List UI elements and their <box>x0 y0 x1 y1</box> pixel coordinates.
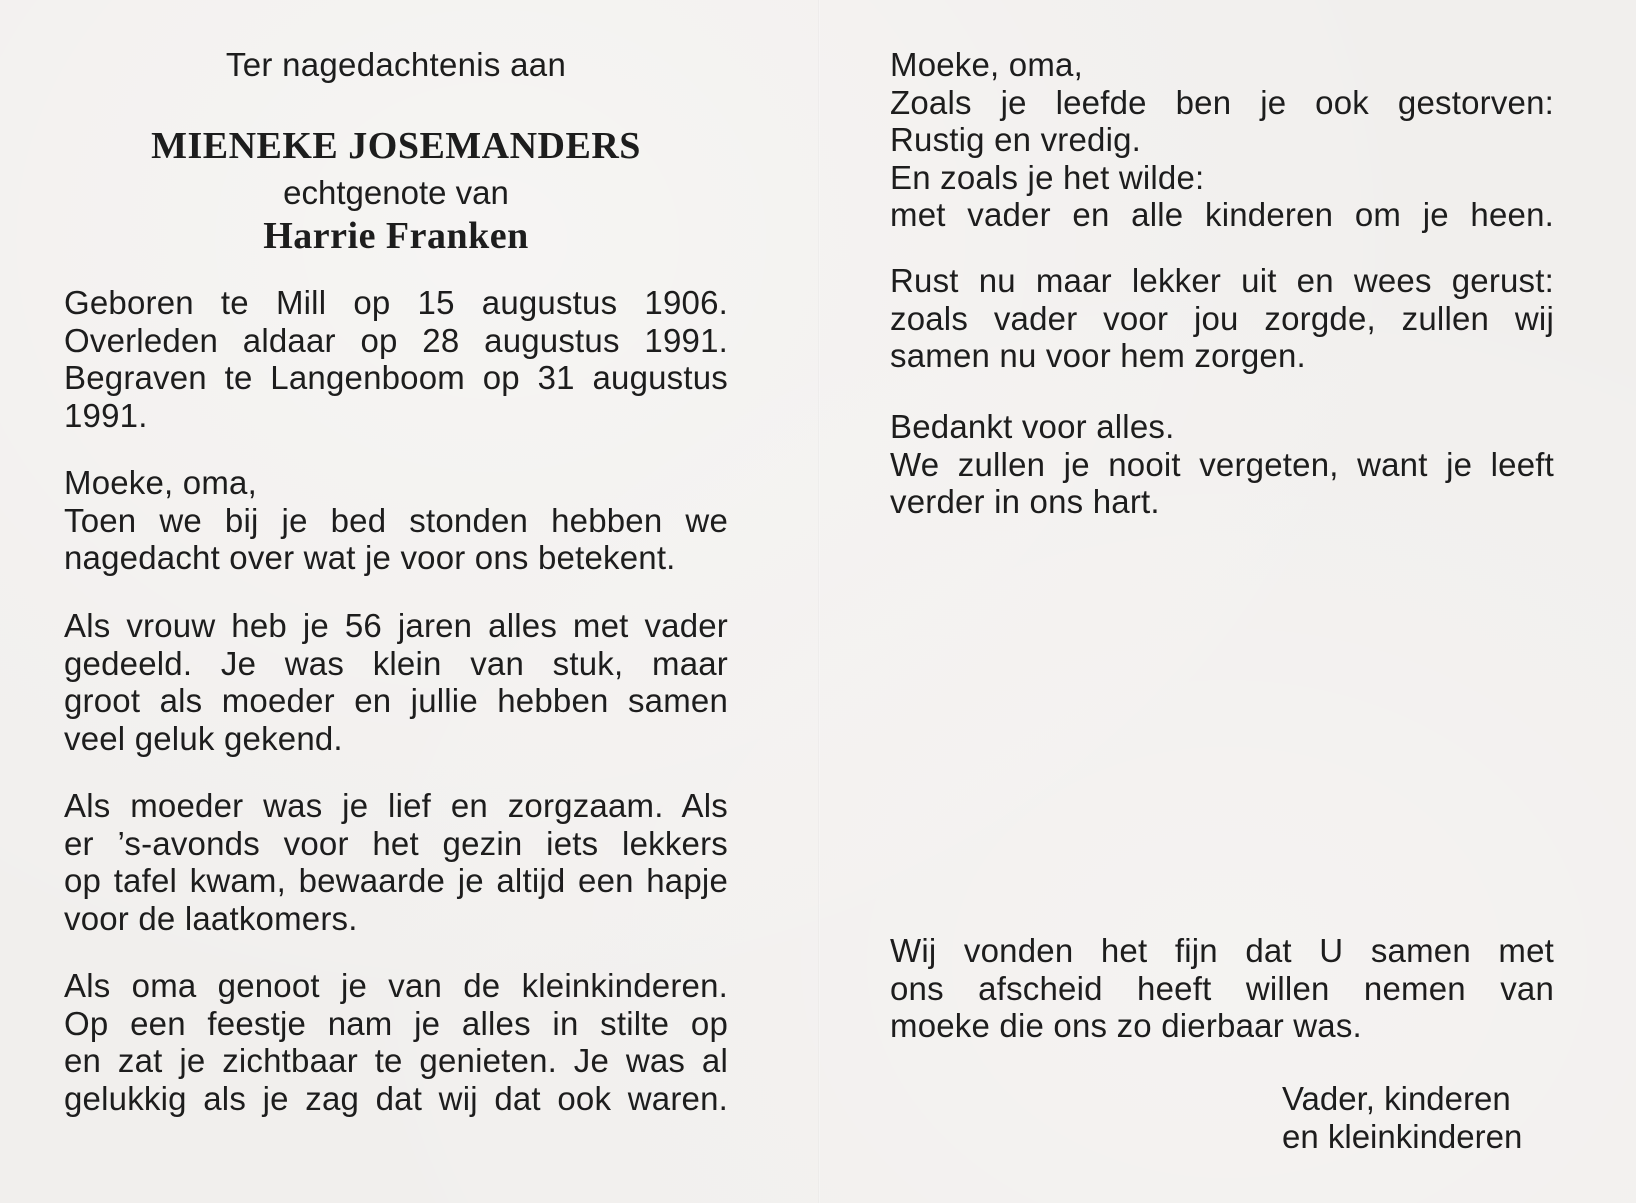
text-line: We zullen je nooit vergeten, want je leeft <box>890 445 1554 483</box>
deceased-name: MIENEKE JOSEMANDERS <box>151 125 641 167</box>
text-line: nagedacht over wat je voor ons betekent. <box>64 539 676 576</box>
spouse-label: echtgenote van <box>283 174 509 211</box>
text-line: veel geluk gekend. <box>64 719 343 757</box>
death-line: Overleden aldaar op 28 augustus 1991. <box>64 321 728 359</box>
left-paragraph-4 <box>64 967 728 1117</box>
text-line: op tafel kwam, bewaarde je altijd een hapje <box>64 862 728 899</box>
text-line: samen nu voor hem zorgen. <box>890 337 1306 374</box>
text-line: met vader en alle kinderen om je heen. <box>890 196 1554 233</box>
dates-paragraph <box>64 284 728 434</box>
left-paragraph-1 <box>64 464 728 577</box>
birth-line: Geboren te Mill op 15 augustus 1906. <box>64 284 728 321</box>
right-paragraph-3 <box>890 408 1554 521</box>
signature-line: en kleinkinderen <box>1282 1117 1523 1155</box>
text-line: Als moeder was je lief en zorgzaam. Als <box>64 787 728 824</box>
text-line: Zoals je leefde ben je ook gestorven: <box>890 83 1554 121</box>
text-line: Rust nu maar lekker uit en wees gerust: <box>890 262 1554 299</box>
text-line: Als oma genoot je van de kleinkinderen. <box>64 967 728 1004</box>
text-line: En zoals je het wilde: <box>890 158 1205 196</box>
text-line: verder in ons hart. <box>890 483 1160 520</box>
text-line: Moeke, oma, <box>890 46 1083 83</box>
spouse-name: Harrie Franken <box>263 215 529 257</box>
left-paragraph-3 <box>64 787 728 937</box>
text-line: moeke die ons zo dierbaar was. <box>890 1007 1362 1044</box>
text-line: Rustig en vredig. <box>890 121 1142 158</box>
text-line: gedeeld. Je was klein van stuk, maar <box>64 644 728 682</box>
signature-block <box>1282 1080 1562 1155</box>
text-line: Toen we bij je bed stonden hebben we <box>64 501 728 539</box>
intro-text: Ter nagedachtenis aan <box>225 46 567 83</box>
signature-line: Vader, kinderen <box>1282 1080 1511 1117</box>
text-line: Op een feestje nam je alles in stilte op <box>64 1004 728 1042</box>
text-line: Wij vonden het fijn dat U samen met <box>890 932 1554 969</box>
left-paragraph-2 <box>64 607 728 757</box>
right-paragraph-4 <box>890 932 1554 1045</box>
text-line: Bedankt voor alles. <box>890 408 1175 445</box>
text-line: en zat je zichtbaar te genieten. Je was al <box>64 1042 728 1079</box>
right-paragraph-2 <box>890 262 1554 375</box>
burial-line: Begraven te Langenboom op 31 augustus <box>64 359 728 396</box>
text-line: groot als moeder en jullie hebben samen <box>64 682 728 719</box>
card-fold-line <box>818 0 820 1203</box>
text-line: zoals vader voor jou zorgde, zullen wij <box>890 299 1554 337</box>
text-line: gelukkig als je zag dat wij dat ook waren. <box>64 1079 728 1117</box>
text-line: Als vrouw heb je 56 jaren alles met vader <box>64 607 728 644</box>
text-line: voor de laatkomers. <box>64 899 358 937</box>
text-line: ons afscheid heeft willen nemen van <box>890 969 1554 1007</box>
text-line: Moeke, oma, <box>64 464 257 501</box>
text-line: er ’s-avonds voor het gezin iets lekkers <box>64 824 728 862</box>
burial-year-line: 1991. <box>64 396 148 434</box>
right-paragraph-1 <box>890 46 1554 234</box>
